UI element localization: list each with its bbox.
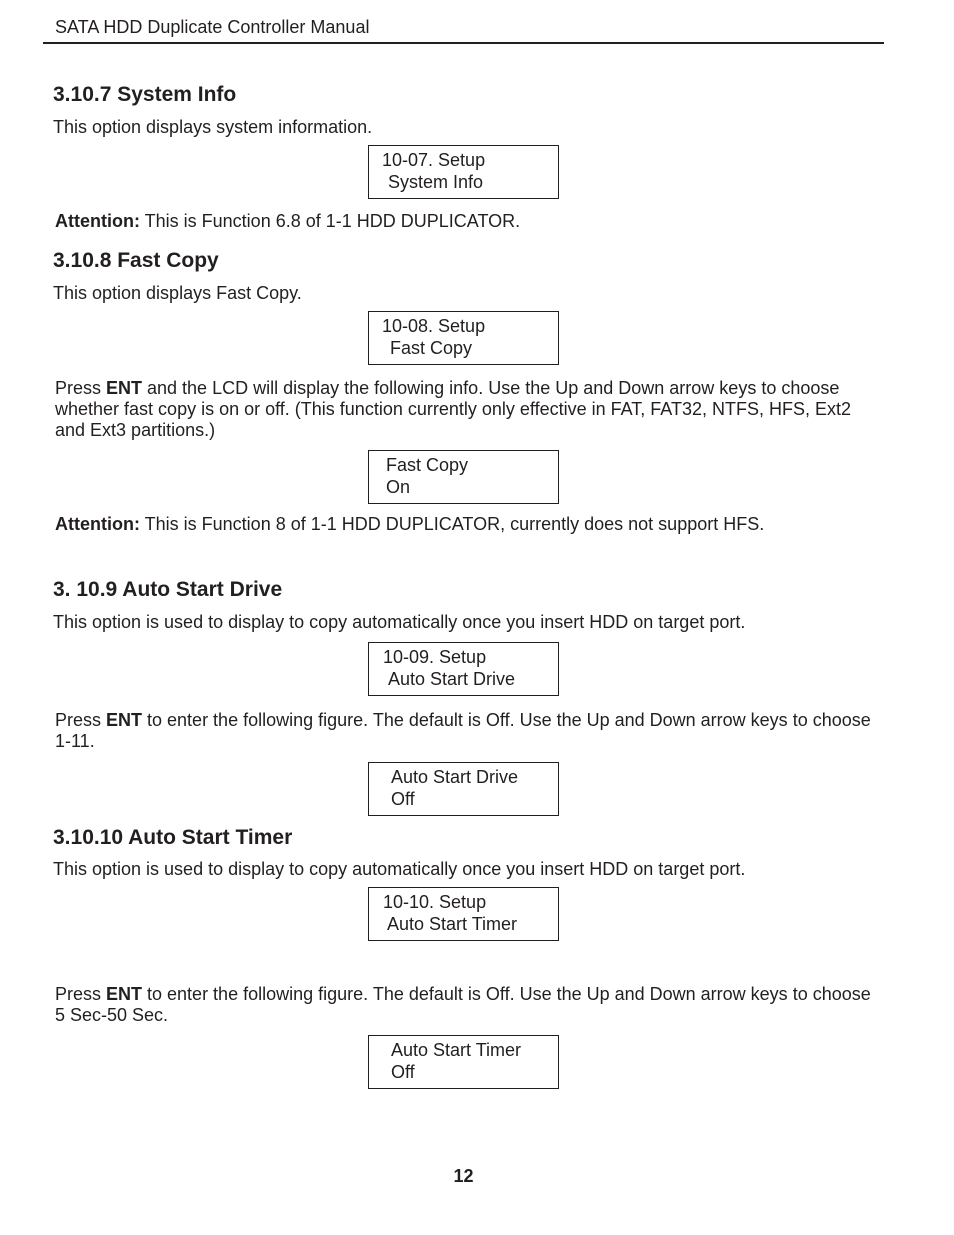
lcd-line-2: Fast Copy	[385, 338, 473, 358]
attention-label: Attention:	[55, 211, 140, 231]
section-heading-auto-start-drive: 3. 10.9 Auto Start Drive	[53, 578, 283, 601]
attention-note-fast-copy	[55, 514, 885, 535]
lcd-display-auto-start-timer-value	[368, 1035, 559, 1089]
instruction-auto-start-timer	[55, 984, 885, 1026]
lcd-line-1: 10-08. Setup	[382, 316, 486, 336]
section-intro-auto-start-timer: This option is used to display to copy automatically once you insert HDD on target port.	[53, 859, 746, 879]
lcd-line-2: Auto Start Drive	[384, 669, 516, 689]
lcd-line-1: 10-09. Setup	[383, 647, 487, 667]
section-intro-system-info: This option displays system information.	[53, 117, 373, 137]
attention-text: This is Function 8 of 1-1 HDD DUPLICATOR, currently does not support HFS.	[139, 514, 765, 534]
key-name: ENT	[106, 378, 143, 398]
lcd-line-1: 10-10. Setup	[383, 892, 487, 912]
instruction-text: Press	[55, 984, 107, 1004]
section-intro-auto-start-drive: This option is used to display to copy automatically once you insert HDD on target port.	[53, 612, 746, 632]
lcd-line-2: On	[386, 477, 411, 497]
section-heading-auto-start-timer: 3.10.10 Auto Start Timer	[53, 826, 293, 849]
instruction-text: Press	[55, 710, 107, 730]
lcd-line-2: Off	[391, 789, 415, 809]
instruction-text: to enter the following figure. The default is Off. Use the Up and Down arrow keys to choose 1-11.	[55, 710, 871, 751]
lcd-display-fast-copy-menu	[368, 311, 559, 365]
lcd-line-1: Auto Start Drive	[391, 767, 519, 787]
lcd-display-auto-start-timer-menu	[368, 887, 559, 941]
page-number: 12	[453, 1166, 474, 1186]
instruction-text: and the LCD will display the following info. Use the Up and Down arrow keys to choose whether fast copy is on or off. (This function currently only effective in FAT, FAT32, NTFS, HFS, Ext2 and Ext3 partitions.)	[55, 378, 851, 440]
attention-label: Attention:	[55, 514, 140, 534]
attention-note-system-info	[55, 211, 885, 232]
lcd-line-1: 10-07. Setup	[382, 150, 486, 170]
lcd-display-system-info	[368, 145, 559, 199]
key-name: ENT	[106, 710, 143, 730]
lcd-line-1: Fast Copy	[386, 455, 469, 475]
lcd-line-2: Auto Start Timer	[383, 914, 518, 934]
lcd-line-1: Auto Start Timer	[391, 1040, 522, 1060]
instruction-fast-copy	[55, 378, 885, 441]
lcd-display-auto-start-drive-menu	[368, 642, 559, 696]
section-heading-fast-copy: 3.10.8 Fast Copy	[53, 249, 219, 272]
lcd-line-2: Off	[391, 1062, 415, 1082]
header-divider	[43, 42, 884, 44]
running-header: SATA HDD Duplicate Controller Manual	[55, 17, 370, 37]
attention-text: This is Function 6.8 of 1-1 HDD DUPLICATOR.	[139, 211, 521, 231]
instruction-auto-start-drive	[55, 710, 885, 752]
section-heading-system-info: 3.10.7 System Info	[53, 83, 237, 106]
key-name: ENT	[106, 984, 143, 1004]
lcd-display-auto-start-drive-value	[368, 762, 559, 816]
instruction-text: Press	[55, 378, 107, 398]
instruction-text: to enter the following figure. The default is Off. Use the Up and Down arrow keys to choose 5 Sec-50 Sec.	[55, 984, 871, 1025]
lcd-line-2: System Info	[383, 172, 484, 192]
section-intro-fast-copy: This option displays Fast Copy.	[53, 283, 302, 303]
lcd-display-fast-copy-value	[368, 450, 559, 504]
